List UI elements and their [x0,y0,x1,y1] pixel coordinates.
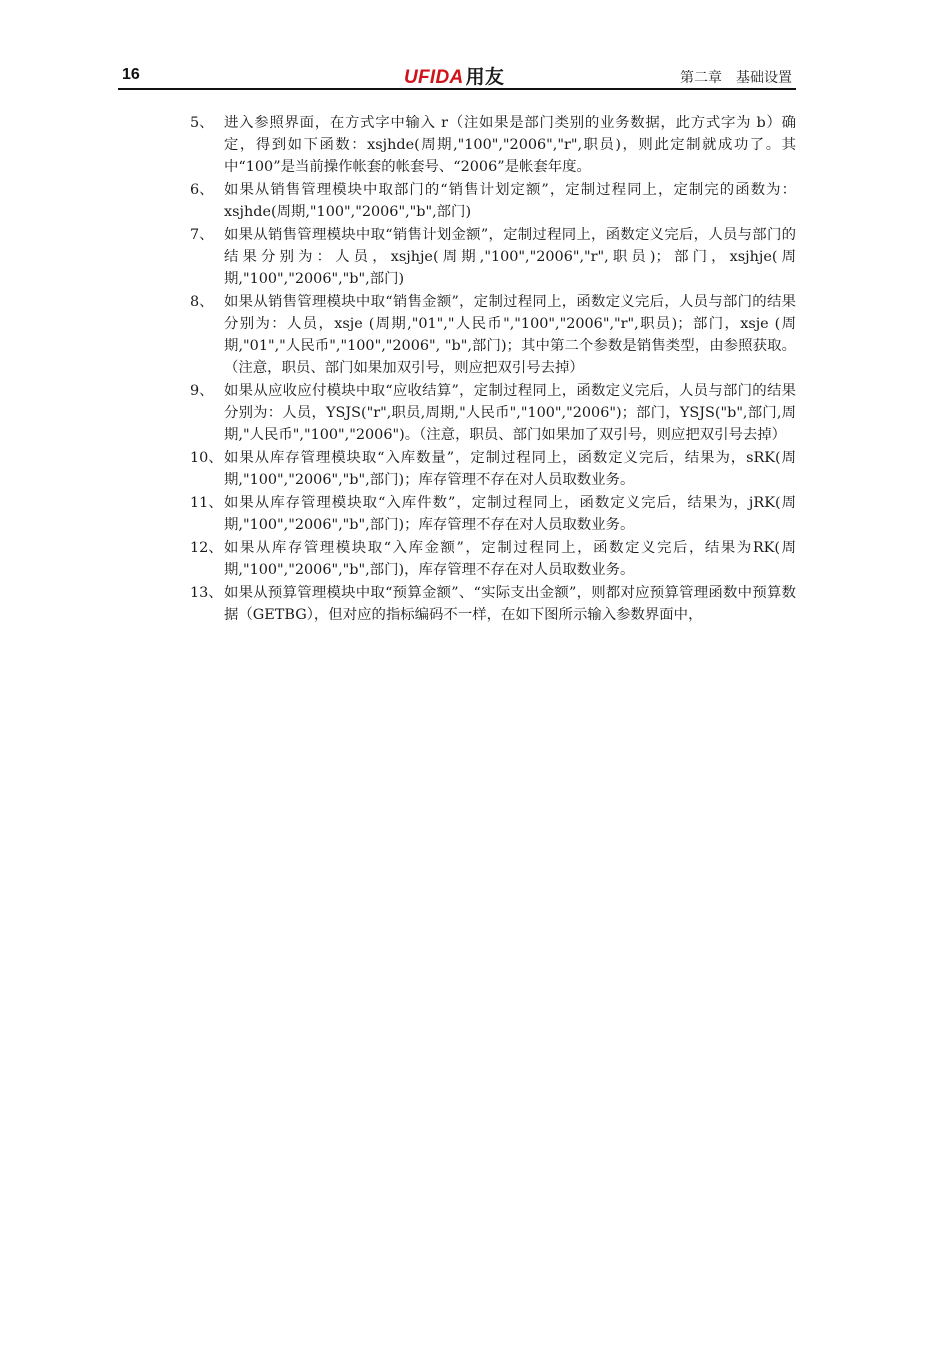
item-number: 10、 [190,450,223,466]
ufida-logo [404,62,504,89]
list-item [190,380,796,446]
item-text: 如果从库存管理模块取“入库金额”，定制过程同上，函数定义完后，结果为RK(周期,"100","2006","b",部门)，库存管理不存在对人员取数业务。 [224,540,796,578]
item-text: 如果从预算管理模块中取“预算金额”、“实际支出金额”，则都对应预算管理函数中预算数据（GETBG），但对应的指标编码不一样，在如下图所示输入参数界面中， [224,585,796,623]
item-number: 8、 [190,294,214,310]
item-text: 如果从销售管理模块中取“销售计划金额”，定制过程同上，函数定义完后，人员与部门的结果分别为：人员，xsjhje(周期,"100","2006","r",职员)；部门，xsjhje(周期,"100","2006","b",部门) [224,227,796,287]
header-divider [118,88,796,90]
item-text: 进入参照界面，在方式字中输入 r（注如果是部门类别的业务数据，此方式字为 b）确定，得到如下函数：xsjhde(周期,"100","2006","r",职员)，则此定制就成功了。其中“100”是当前操作帐套的帐套号、“2006”是帐套年度。 [224,115,796,175]
document-body [190,112,796,627]
list-item [190,112,796,178]
logo-text-cn: 用友 [465,67,505,88]
item-number: 5、 [190,115,214,131]
list-item [190,224,796,290]
list-item [190,447,796,491]
list-item [190,582,796,626]
chapter-title: 第二章 基础设置 [680,70,792,86]
item-number: 11、 [190,495,223,511]
page-header [118,62,796,90]
list-item [190,537,796,581]
item-text: 如果从库存管理模块取“入库件数”，定制过程同上，函数定义完后，结果为，jRK(周期,"100","2006","b",部门)；库存管理不存在对人员取数业务。 [224,495,796,533]
logo-text-en: UFIDA [404,67,464,88]
item-number: 13、 [190,585,223,601]
page-number: 16 [122,66,140,83]
list-item [190,492,796,536]
list-item [190,291,796,379]
item-text: 如果从应收应付模块中取“应收结算”，定制过程同上，函数定义完后，人员与部门的结果分别为：人员，YSJS("r",职员,周期,"人民币","100","2006")；部门，YSJS("b",部门,周期,"人民币","100","2006")。（注意，职员、部门如果加了双引号，则应把双引号去掉） [224,383,796,443]
item-number: 9、 [190,383,214,399]
list-item [190,179,796,223]
item-text: 如果从销售管理模块中取部门的“销售计划定额”，定制过程同上，定制完的函数为：xsjhde(周期,"100","2006","b",部门) [224,182,796,220]
item-text: 如果从库存管理模块取“入库数量”，定制过程同上，函数定义完后，结果为，sRK(周期,"100","2006","b",部门)；库存管理不存在对人员取数业务。 [224,450,796,488]
item-number: 7、 [190,227,214,243]
item-number: 12、 [190,540,223,556]
item-text: 如果从销售管理模块中取“销售金额”，定制过程同上，函数定义完后，人员与部门的结果分别为：人员，xsje (周期,"01","人民币","100","2006","r",职员)；部门，xsje (周期,"01","人民币","100","2006", "b",部门)；其中第二个参数是销售类型，由参照获取。（注意，职员、部门如果加双引号，则应把双引号去掉） [224,294,796,376]
item-number: 6、 [190,182,214,198]
